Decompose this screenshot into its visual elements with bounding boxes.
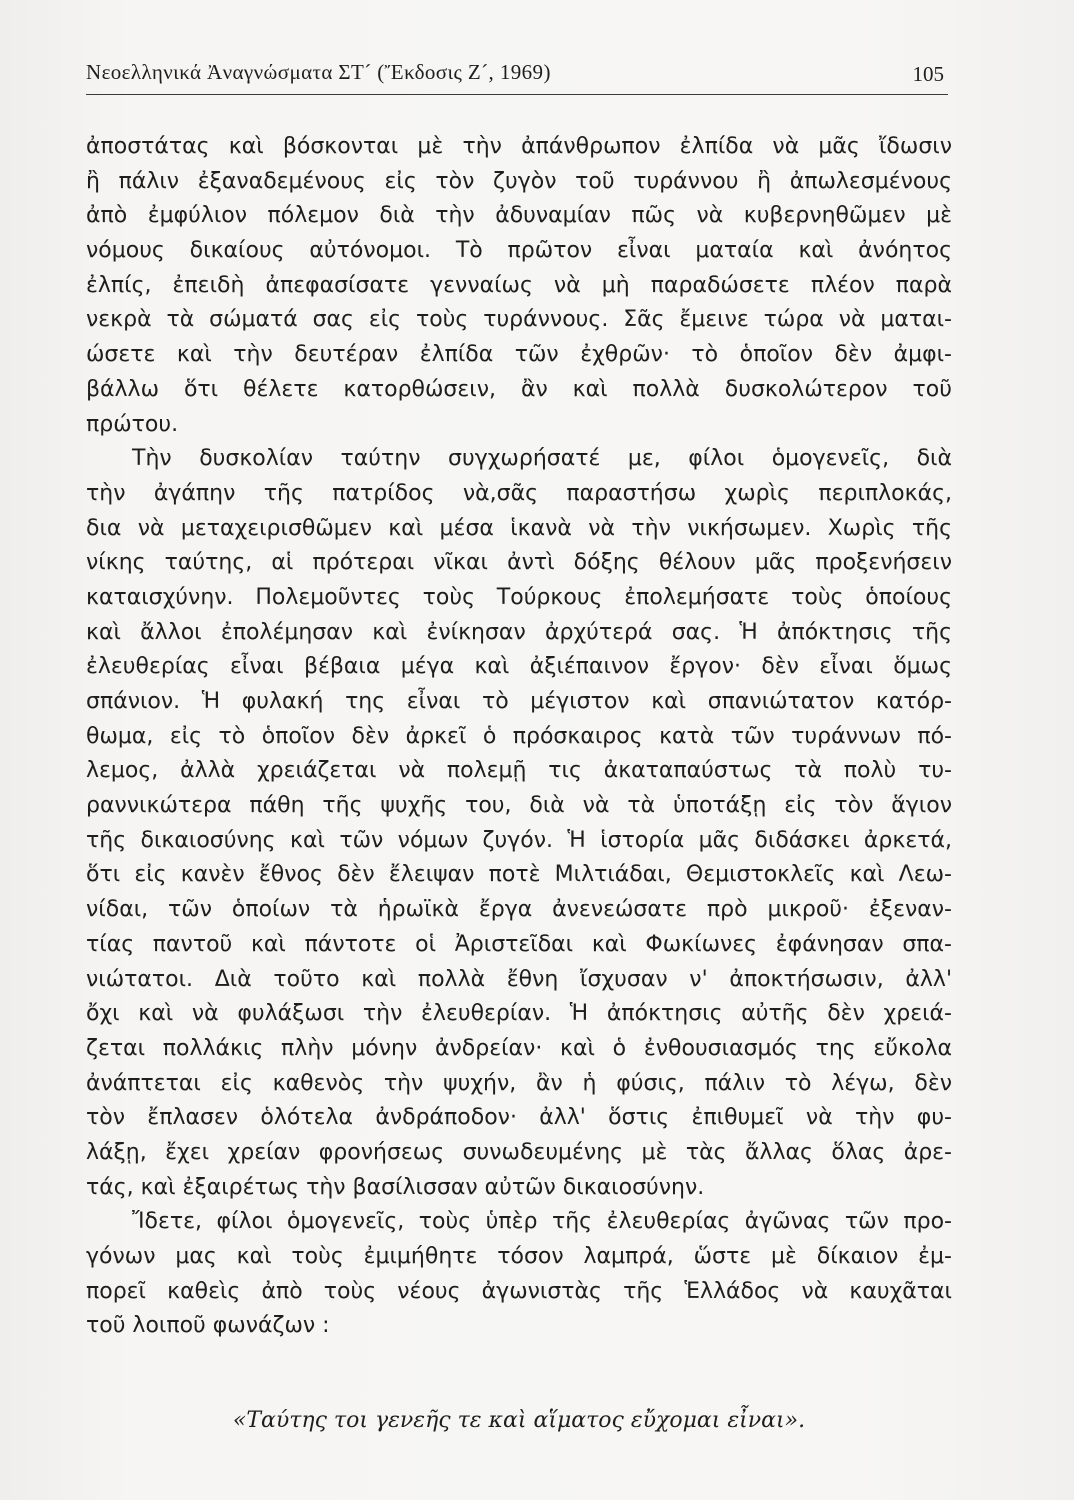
text-line: ἀπὸ ἐμφύλιον πόλεμον διὰ τὴν ἀδυναμίαν πῶς νὰ κυβερνηθῶμεν μὲ (86, 203, 952, 229)
text-line: ἢ πάλιν ἐξαναδεμένους εἰς τὸν ζυγὸν τοῦ τυράννου ἢ ἀπωλεσμένους (86, 168, 952, 194)
page-header (86, 58, 948, 95)
text-line: ἐλευθερίας εἶναι βέβαια μέγα καὶ ἀξιέπαινον ἔργον· δὲν εἶναι ὅμως (86, 654, 952, 680)
text-line: λεμος, ἀλλὰ χρειάζεται νὰ πολεμῇ τις ἀκαταπαύστως τὰ πολὺ τυ- (86, 758, 952, 784)
text-line: ὄχι καὶ νὰ φυλάξωσι τὴν ἐλευθερίαν. Ἡ ἀπόκτησις αὐτῆς δὲν χρειά- (86, 1001, 952, 1027)
closing-quote: «Ταύτης τοι γενεῆς τε καὶ αἵματος εὔχομαι εἶναι». (232, 1408, 806, 1433)
text-line: τίας παντοῦ καὶ πάντοτε οἱ Ἀριστεῖδαι καὶ Φωκίωνες ἐφάνησαν σπα- (86, 931, 952, 957)
text-line: τοῦ λοιποῦ φωνάζων : (86, 1313, 330, 1339)
text-line: βάλλω ὅτι θέλετε κατορθώσειν, ἂν καὶ πολλὰ δυσκολώτερον τοῦ (86, 376, 952, 402)
text-line: τῆς δικαιοσύνης καὶ τῶν νόμων ζυγόν. Ἡ ἱστορία μᾶς διδάσκει ἀρκετά, (86, 827, 952, 853)
text-line: γόνων μας καὶ τοὺς ἐμιμήθητε τόσον λαμπρά, ὥστε μὲ δίκαιον ἐμ- (86, 1244, 952, 1269)
body-text (86, 130, 952, 1344)
text-line: τάς, καὶ ἐξαιρέτως τὴν βασίλισσαν αὐτῶν δικαιοσύνην. (86, 1174, 705, 1200)
text-line: θωμα, εἰς τὸ ὁποῖον δὲν ἀρκεῖ ὁ πρόσκαιρος κατὰ τῶν τυράννων πό- (86, 723, 952, 749)
text-line: ἀποστάτας καὶ βόσκονται μὲ τὴν ἀπάνθρωπον ἐλπίδα νὰ μᾶς ἴδωσιν (86, 134, 952, 159)
text-line: καὶ ἄλλοι ἐπολέμησαν καὶ ἐνίκησαν ἀρχύτερά σας. Ἡ ἀπόκτησις τῆς (86, 619, 952, 645)
text-line: ἀνάπτεται εἰς καθενὸς τὴν ψυχήν, ἂν ἡ φύσις, πάλιν τὸ λέγω, δὲν (86, 1070, 952, 1096)
text-line: νίκης ταύτης, αἱ πρότεραι νῖκαι ἀντὶ δόξης θέλουν μᾶς προξενήσειν (86, 550, 952, 576)
text-line: δια νὰ μεταχειρισθῶμεν καὶ μέσα ἱκανὰ νὰ τὴν νικήσωμεν. Χωρὶς τῆς (86, 515, 952, 541)
text-line: ραννικώτερα πάθη τῆς ψυχῆς του, διὰ νὰ τὰ ὑποτάξῃ εἰς τὸν ἅγιον (86, 793, 952, 819)
page-number: 105 (912, 62, 944, 86)
text-line: νιώτατοι. Διὰ τοῦτο καὶ πολλὰ ἔθνη ἴσχυσαν ν' ἀποκτήσωσιν, ἀλλ' (86, 966, 952, 992)
text-line: Τὴν δυσκολίαν ταύτην συγχωρήσατέ με, φίλοι ὁμογενεῖς, διὰ (132, 446, 952, 472)
text-line: πρώτου. (86, 411, 179, 437)
text-line: νίδαι, τῶν ὁποίων τὰ ἡρωϊκὰ ἔργα ἀνενεώσατε πρὸ μικροῦ· ἐξεναν- (86, 897, 952, 923)
text-line: πορεῖ καθεὶς ἀπὸ τοὺς νέους ἀγωνιστὰς τῆς Ἑλλάδος νὰ καυχᾶται (86, 1278, 952, 1304)
text-line: καταισχύνην. Πολεμοῦντες τοὺς Τούρκους ἐπολεμήσατε τοὺς ὁποίους (86, 584, 952, 610)
text-line: Ἴδετε, φίλοι ὁμογενεῖς, τοὺς ὑπὲρ τῆς ἐλευθερίας ἀγῶνας τῶν προ- (132, 1209, 952, 1235)
text-line: ώσετε καὶ τὴν δευτέραν ἐλπίδα τῶν ἐχθρῶν· τὸ ὁποῖον δὲν ἀμφι- (86, 342, 952, 368)
text-line: τὴν ἀγάπην τῆς πατρίδος νὰ,σᾶς παραστήσω χωρὶς περιπλοκάς, (86, 480, 952, 506)
text-line: τὸν ἔπλασεν ὁλότελα ἀνδράποδον· ἀλλ' ὅστις ἐπιθυμεῖ νὰ τὴν φυ- (86, 1105, 952, 1131)
text-line: λάξῃ, ἔχει χρείαν φρονήσεως συνωδευμένης μὲ τὰς ἄλλας ὅλας ἀρε- (86, 1139, 952, 1165)
text-line: ζεται πολλάκις πλὴν μόνην ἀνδρείαν· καὶ ὁ ἐνθουσιασμός της εὔκολα (86, 1035, 952, 1061)
text-line: νόμους δικαίους αὐτόνομοι. Τὸ πρῶτον εἶναι ματαία καὶ ἀνόητος (86, 238, 952, 264)
running-head: Νεοελληνικά Ἀναγνώσματα ΣΤ´ (Ἔκδοσις Ζ´, 1969) (86, 60, 551, 84)
text-line: ἐλπίς, ἐπειδὴ ἀπεφασίσατε γενναίως νὰ μὴ παραδώσετε πλέον παρὰ (86, 272, 952, 298)
text-line: νεκρὰ τὰ σώματά σας εἰς τοὺς τυράννους. Σᾶς ἔμεινε τώρα νὰ μαται- (86, 307, 952, 333)
text-line: ὅτι εἰς κανὲν ἔθνος δὲν ἔλειψαν ποτὲ Μιλτιάδαι, Θεμιστοκλεῖς καὶ Λεω- (86, 862, 952, 888)
text-line: σπάνιον. Ἡ φυλακή της εἶναι τὸ μέγιστον καὶ σπανιώτατον κατόρ- (86, 689, 952, 714)
